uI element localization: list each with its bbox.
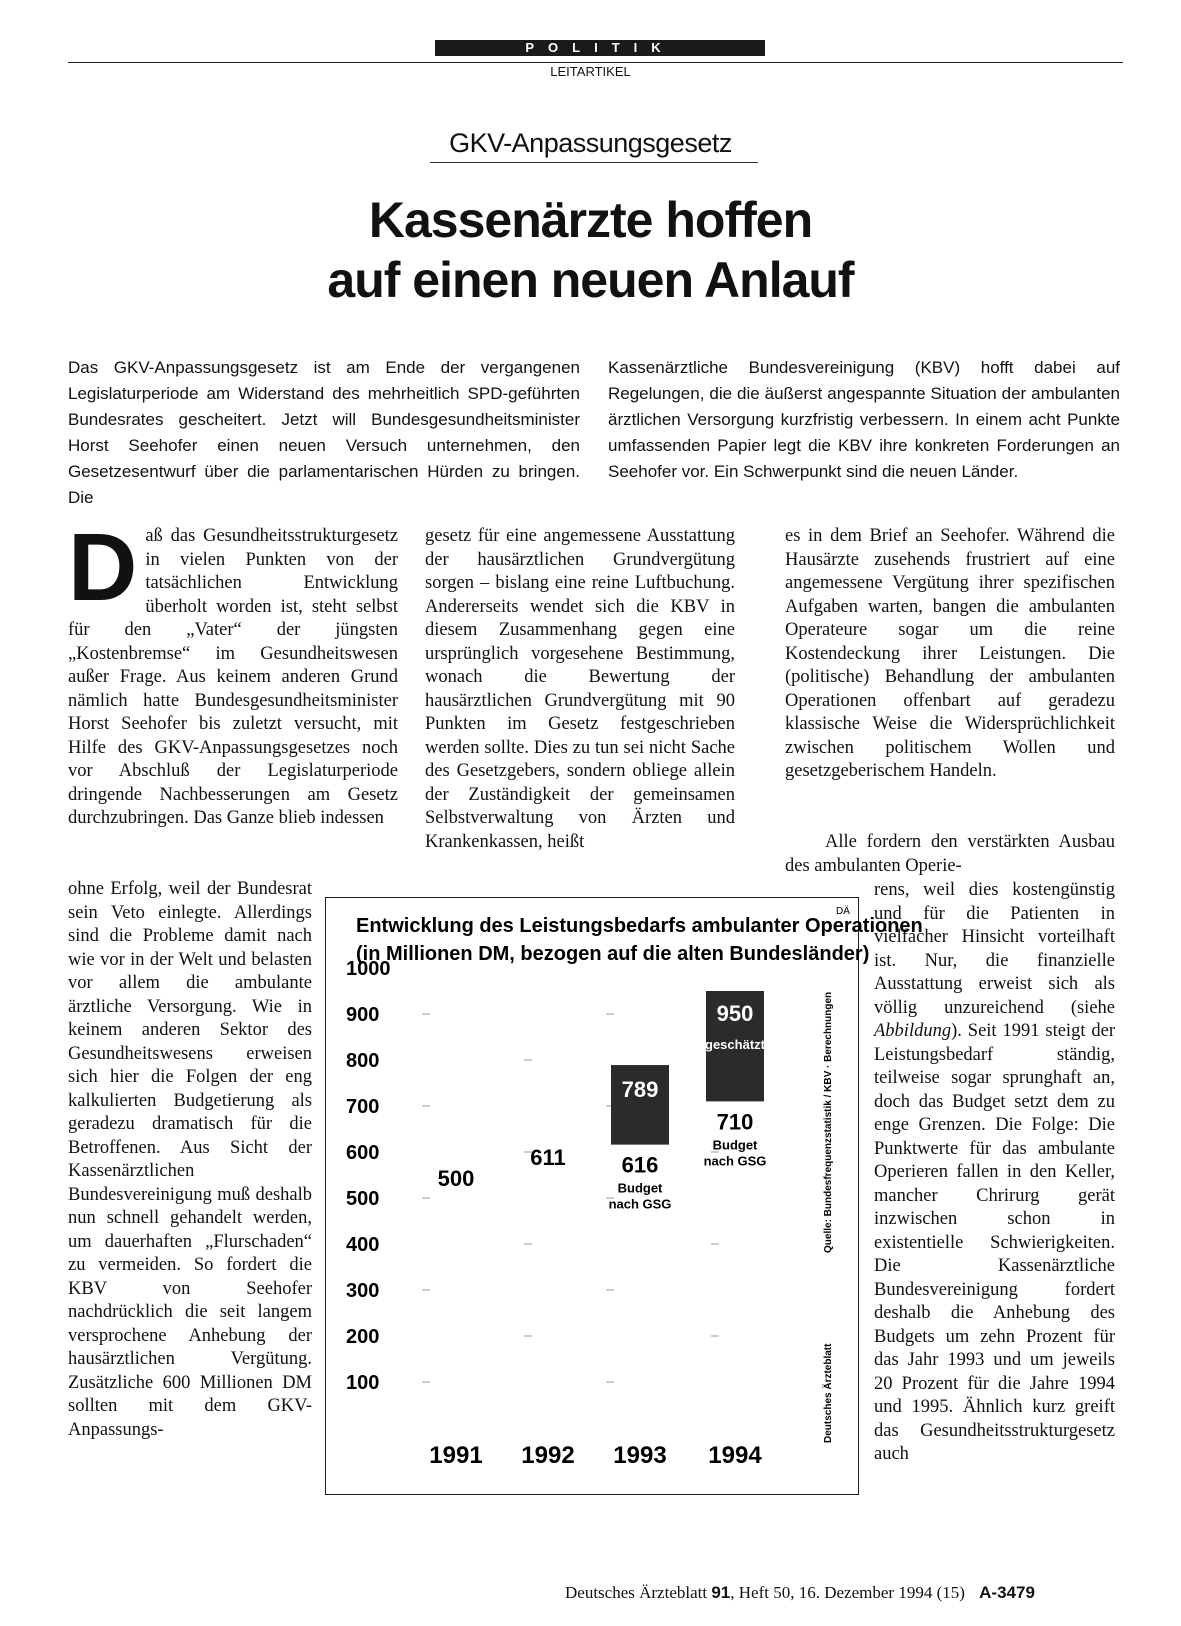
- y-tick-label: 400: [346, 1234, 380, 1256]
- kicker-underline: [430, 162, 758, 163]
- article-headline: [0, 190, 1181, 310]
- header-rule: [68, 62, 1123, 63]
- page-footer: [565, 1583, 1035, 1603]
- headline-line-1: Kassenärzte hoffen: [368, 192, 813, 248]
- budget-note-1993-line2: nach GSG: [608, 1196, 672, 1212]
- y-tick-label: 800: [346, 1050, 380, 1072]
- value-label-1992: 611: [530, 1144, 566, 1170]
- body-column-1b: ohne Erfolg, weil der Bundesrat sein Veto einlegte. Allerdings sind die Probleme damit nach wie vor in der Welt und belasten vor allem die ambulante ärztliche Versorgung. Wie in keinem anderen Sektor des Gesundheitswesens erweisen sich hier die Folgen der eng kalkulierten Budgetierung als geradezu dramatisch für die Betroffenen. Aus Sicht der Kassenärztlichen Bundesvereinigung muß deshalb nun schnell gehandelt werden, um dauerhaften „Flurschaden“ zu vermeiden. So fordert die KBV von Seehofer nachdrücklich die seit langem versprochene Anhebung der hausärztlichen Vergütung. Zusätzliche 600 Millionen DM sollten mit dem GKV-Anpassungs-: [68, 879, 312, 1440]
- budget-note-1993-line1: Budget: [617, 1180, 663, 1196]
- lead-paragraph-left: Das GKV-Anpassungsgesetz ist am Ende der vergangenen Legislaturperiode am Widerstand des mehrheitlich SPD-geführten Bundesrates gescheitert. Jetzt will Bundesgesundheitsminister Horst Seehofer einen neuen Versuch unternehmen, den Gesetzesentwurf über die parlamentarischen Hürden zu bringen. Die: [68, 358, 580, 507]
- y-tick-label: 500: [346, 1188, 380, 1210]
- chart-title-line-1: Entwicklung des Leistungsbedarfs ambulanter Operationen: [356, 915, 923, 937]
- body-column-3b: Alle fordern den verstärkten Ausbau des ambulanten Operie-: [785, 832, 1115, 876]
- article-kicker: GKV-Anpassungsgesetz: [449, 128, 732, 158]
- col3-text-emphasis: Abbildung: [874, 1021, 952, 1041]
- x-tick-label-1992: 1992: [521, 1442, 575, 1469]
- drop-cap: D: [68, 514, 138, 621]
- value-label-1994-budget: 710: [716, 1109, 754, 1135]
- bar-label-1993: 789: [621, 1077, 659, 1103]
- body-column-1a: [68, 514, 398, 831]
- chart-credit: Deutsches Ärzteblatt: [823, 1343, 834, 1443]
- y-tick-label: 200: [346, 1326, 380, 1348]
- bar-note-1994: geschätzt: [705, 1037, 765, 1052]
- col3-text-post: ). Seit 1991 steigt der Leistungsbedarf ständig, teilweise sogar sprunghaft an, doch das Budget setzt dem zu enge Grenzen. Die Folge: Die Punktwerte für das ambulante Operieren fallen in den Keller, mancher Chrirurg gerät inzwischen schon in existentielle Schwierigkeiten. Die Kassenärztliche Bundesvereinigung fordert deshalb die Anhebung des Budgets um zehn Prozent für das Jahr 1993 und um jeweils 20 Prozent für die Jahre 1994 und 1995. Ähnlich kurz greift das Gesundheitsstrukturgesetz auch: [874, 1021, 1115, 1464]
- x-tick-label-1994: 1994: [708, 1442, 762, 1469]
- footer-volume: 91: [711, 1583, 731, 1602]
- value-label-1993-budget: 616: [621, 1152, 659, 1178]
- y-tick-label: 600: [346, 1142, 380, 1164]
- section-label: POLITIK: [435, 40, 765, 56]
- body-column-2: gesetz für eine angemessene Ausstattung der hausärztlichen Grundvergütung sorgen – bislang eine reine Luftbuchung. Andererseits wendet sich die KBV in diesem Zusammenhang gegen eine ursprünglich vorgesehene Bestimmung, wonach die Bewertung der hausärztlichen Grundvergütung mit 90 Punkten im Gesetz festgeschrieben werden sollte. Dies zu tun sei nicht Sache des Gesetzgebers, sondern obliege allein der Zuständigkeit der gemeinsamen Selbstverwaltung von Ärzten und Krankenkassen, heißt: [425, 526, 735, 852]
- footer-issue: , Heft 50, 16. Dezember 1994 (15): [730, 1583, 965, 1602]
- y-tick-label: 900: [346, 1004, 380, 1026]
- body-column-3c: [874, 879, 1115, 1467]
- chart-source: Quelle: Bundesfrequenzstatistik / KBV · Berechnungen: [823, 991, 834, 1253]
- y-tick-label: 100: [346, 1372, 380, 1394]
- y-tick-label: 300: [346, 1280, 380, 1302]
- value-label-1991: 500: [437, 1166, 475, 1191]
- budget-note-1994-line2: nach GSG: [703, 1153, 767, 1169]
- subsection-label: LEITARTIKEL: [550, 64, 631, 79]
- footer-journal: Deutsches Ärzteblatt: [565, 1583, 708, 1602]
- headline-line-2: auf einen neuen Anlauf: [327, 252, 854, 308]
- x-tick-label-1993: 1993: [613, 1442, 667, 1469]
- budget-note-1994-line1: Budget: [712, 1137, 758, 1153]
- col3-text-pre: rens, weil dies kostengünstig und für die Patienten in vielfacher Hinsicht vorteilhaft ist. Nur, die finanzielle Ausstattung erweist sich als völlig unzureichend (siehe: [874, 880, 1115, 1018]
- chart-corner-logo: DÄ: [836, 906, 850, 917]
- col1-text-a: aß das Gesundheitsstrukturgesetz in vielen Punkten von der tatsächlichen Entwicklung überholt worden ist, steht selbst für den „Vater“ der jüngsten „Kostenbremse“ im Gesundheitswesen außer Frage. Aus keinem anderen Grund nämlich hatte Bundesgesundheitsminister Horst Seehofer bis zuletzt versucht, mit Hilfe des GKV-Anpassungsgesetzes noch vor Abschluß der Legislaturperiode dringende Nachbesserungen am Gesetz durchzubringen. Das Ganze blieb indessen: [68, 526, 398, 828]
- bar-label-1994: 950: [716, 1001, 754, 1026]
- chart-title-line-2: (in Millionen DM, bezogen auf die alten Bundesländer): [356, 943, 870, 965]
- y-tick-label: 1000: [346, 958, 391, 980]
- body-column-3a: es in dem Brief an Seehofer. Während die Hausärzte zusehends frustriert auf eine angemessene Vergütung ihrer spezifischen Aufgaben warten, bangen die ambulanten Operateure sogar um die reine Kostendeckung ihrer Leistungen. Die (politische) Behandlung der ambulanten Operationen offenbart auf geradezu klassische Weise die Widersprüchlichkeit zwischen politischem Wollen und gesetzgeberischem Handeln.: [785, 526, 1115, 781]
- y-tick-label: 700: [346, 1096, 380, 1118]
- lead-paragraph-right: Kassenärztliche Bundesvereinigung (KBV) hofft dabei auf Regelungen, die die äußerst angespannte Situation der ambulanten ärztlichen Versorgung kurzfristig verbessern. In einem acht Punkte umfassenden Papier legt die KBV ihre konkreten Forderungen an Seehofer vor. Ein Schwerpunkt sind die neuen Länder.: [608, 358, 1120, 481]
- footer-page: A-3479: [979, 1583, 1035, 1602]
- x-tick-label-1991: 1991: [429, 1442, 483, 1469]
